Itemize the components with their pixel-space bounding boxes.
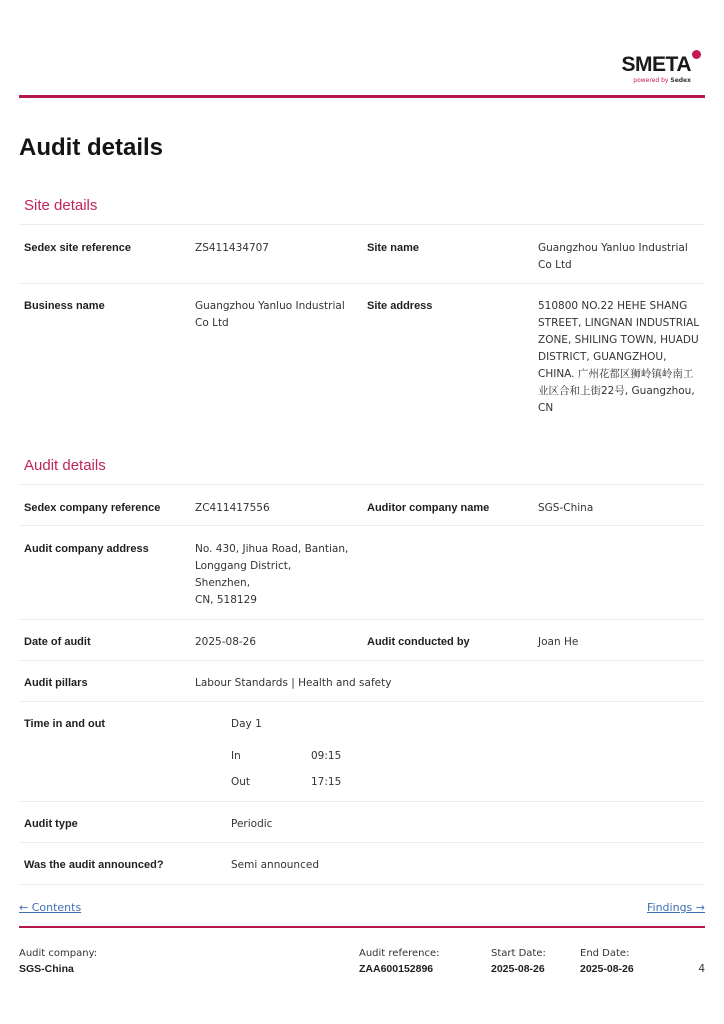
footer-audit-company-value: SGS-China — [19, 963, 74, 975]
divider — [19, 619, 705, 620]
site-address-line: STREET, LINGNAN INDUSTRIAL — [538, 317, 700, 329]
site-name-value — [538, 240, 704, 274]
audit-company-address-line: Shenzhen, — [195, 577, 251, 589]
auditor-company-name-value: SGS-China — [538, 502, 594, 514]
logo-subtitle — [622, 77, 691, 84]
footer-audit-company-label: Audit company: — [19, 948, 98, 959]
footer-divider — [19, 926, 705, 928]
page-number: 4 — [698, 963, 705, 975]
footer-end-date-label: End Date: — [580, 948, 630, 959]
site-address-line: CN — [538, 402, 554, 414]
business-name-value — [195, 298, 361, 332]
site-address-line: 510800 NO.22 HEHE SHANG — [538, 300, 688, 312]
contents-link[interactable]: ← Contents — [19, 901, 82, 914]
site-address-line: DISTRICT, GUANGZHOU, — [538, 351, 667, 363]
divider — [19, 842, 705, 843]
divider — [19, 525, 705, 526]
audit-announced-value: Semi announced — [231, 859, 319, 871]
site-address-line: 业区合和上街22号, Guangzhou, — [538, 385, 695, 397]
logo-dot-icon — [692, 50, 701, 59]
audit-company-address-line: Longgang District, — [195, 560, 292, 572]
site-name-line: Co Ltd — [538, 259, 572, 271]
smeta-logo — [622, 54, 701, 84]
audit-pillars-label: Audit pillars — [24, 677, 88, 689]
audit-company-address-line: No. 430, Jihua Road, Bantian, — [195, 543, 349, 555]
audit-pillars-value: Labour Standards | Health and safety — [195, 677, 392, 689]
site-name-line: Guangzhou Yanluo Industrial — [538, 242, 688, 254]
audit-company-address-label: Audit company address — [24, 543, 149, 555]
auditor-company-name-label: Auditor company name — [367, 502, 490, 514]
section-title-site-details: Site details — [24, 197, 98, 214]
business-name-label: Business name — [24, 300, 105, 312]
page-title: Audit details — [19, 134, 164, 161]
audit-announced-label: Was the audit announced? — [24, 859, 164, 871]
report-page — [19, 0, 705, 1024]
date-of-audit-value: 2025-08-26 — [195, 636, 257, 648]
sedex-company-reference-label: Sedex company reference — [24, 502, 161, 514]
audit-type-label: Audit type — [24, 818, 78, 830]
footer-start-date-value: 2025-08-26 — [491, 963, 545, 975]
in-label: In — [231, 750, 241, 762]
divider — [19, 884, 705, 885]
logo-sub-prefix: powered by — [633, 77, 669, 84]
in-time-value: 09:15 — [311, 750, 342, 762]
footer-end-date-value: 2025-08-26 — [580, 963, 634, 975]
findings-link[interactable]: Findings → — [647, 901, 705, 914]
audit-type-value: Periodic — [231, 818, 273, 830]
footer-start-date-label: Start Date: — [491, 948, 546, 959]
divider — [19, 283, 705, 284]
sedex-site-reference-value: ZS411434707 — [195, 242, 269, 254]
date-of-audit-label: Date of audit — [24, 636, 91, 648]
site-name-label: Site name — [367, 242, 419, 254]
section-title-audit-details: Audit details — [24, 457, 106, 474]
site-address-line: ZONE, SHILING TOWN, HUADU — [538, 334, 699, 346]
footer-audit-reference-label: Audit reference: — [359, 948, 440, 959]
logo-word: SMETA — [621, 53, 691, 76]
header-divider — [19, 95, 705, 98]
divider — [19, 701, 705, 702]
day-label: Day 1 — [231, 718, 262, 730]
time-in-out-label: Time in and out — [24, 718, 106, 730]
out-time-value: 17:15 — [311, 776, 342, 788]
sedex-company-reference-value: ZC411417556 — [195, 502, 270, 514]
business-name-line: Guangzhou Yanluo Industrial — [195, 300, 345, 312]
audit-company-address-line: CN, 518129 — [195, 594, 257, 606]
audit-conducted-by-value: Joan He — [538, 636, 579, 648]
business-name-line: Co Ltd — [195, 317, 229, 329]
divider — [19, 660, 705, 661]
audit-company-address-value — [195, 541, 395, 609]
site-address-value — [538, 298, 704, 417]
divider — [19, 801, 705, 802]
divider — [19, 224, 705, 225]
out-label: Out — [231, 776, 251, 788]
divider — [19, 484, 705, 485]
footer-audit-reference-value: ZAA600152896 — [359, 963, 434, 975]
audit-conducted-by-label: Audit conducted by — [367, 636, 470, 648]
sedex-site-reference-label: Sedex site reference — [24, 242, 132, 254]
site-address-line: CHINA. 广州花都区狮岭镇岭南工 — [538, 368, 694, 380]
logo-sub-brand: Sedex — [670, 77, 691, 84]
site-address-label: Site address — [367, 300, 433, 312]
